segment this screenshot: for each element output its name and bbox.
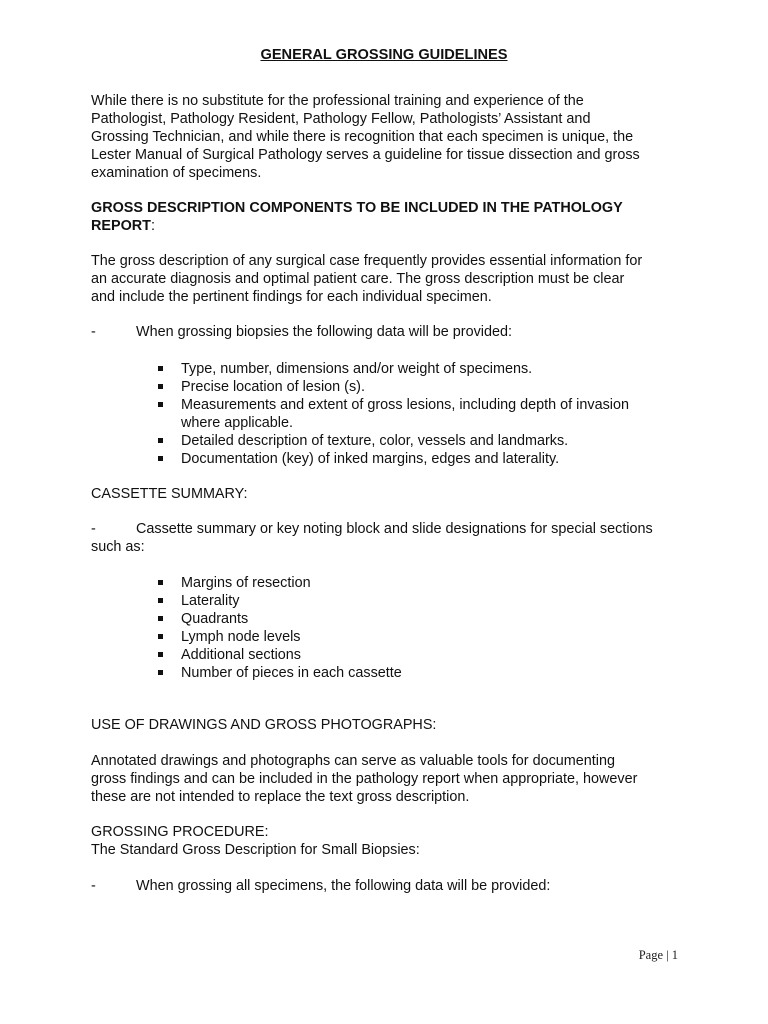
list-item [158, 610, 678, 628]
procedure-intro-text: When grossing all specimens, the following data will be provided: [136, 878, 551, 894]
section-heading: USE OF DRAWINGS AND GROSS PHOTOGRAPHS: [91, 717, 437, 733]
list-item-text: Precise location of lesion (s). [181, 379, 365, 395]
drawings-line: gross findings and can be included in the pathology report when appropriate, however [91, 771, 638, 787]
list-item [158, 432, 678, 450]
list-item-text: Lymph node levels [181, 629, 301, 645]
list-item-text: Laterality [181, 593, 240, 609]
list-item-text: Additional sections [181, 647, 301, 663]
cassette-bullet-list [158, 574, 678, 682]
list-item [158, 574, 678, 592]
dash-marker: - [91, 878, 96, 894]
components-heading-line: GROSS DESCRIPTION COMPONENTS TO BE INCLUDED IN THE PATHOLOGY [91, 200, 623, 216]
section-heading: GROSSING PROCEDURE: [91, 824, 269, 840]
list-item-text-continued: where applicable. [181, 415, 293, 431]
list-item-text: Documentation (key) of inked margins, edges and laterality. [181, 451, 560, 467]
list-item [158, 592, 678, 610]
list-item [158, 664, 678, 682]
components-heading-colon: : [150, 218, 155, 234]
intro-line: Pathologist, Pathology Resident, Pathology Fellow, Pathologists’ Assistant and [91, 111, 591, 127]
list-item-text: Measurements and extent of gross lesions, including depth of invasion [181, 397, 629, 413]
intro-paragraph [91, 92, 681, 182]
cassette-dash-item [91, 520, 691, 556]
square-bullet-icon [158, 402, 163, 407]
dash-marker: - [91, 324, 96, 340]
list-item [158, 450, 678, 468]
document-title: GENERAL GROSSING GUIDELINES [260, 47, 508, 63]
square-bullet-icon [158, 652, 163, 657]
list-item-text: Type, number, dimensions and/or weight of specimens. [181, 361, 533, 377]
page-number: Page | 1 [638, 948, 678, 962]
procedure-subheading: The Standard Gross Description for Small Biopsies: [91, 842, 420, 858]
list-item-text: Margins of resection [181, 575, 311, 591]
procedure-heading [91, 823, 681, 859]
components-line: and include the pertinent findings for each individual specimen. [91, 289, 492, 305]
drawings-line: Annotated drawings and photographs can serve as valuable tools for documenting [91, 753, 616, 769]
square-bullet-icon [158, 366, 163, 371]
square-bullet-icon [158, 580, 163, 585]
intro-line: Lester Manual of Surgical Pathology serves a guideline for tissue dissection and gross [91, 147, 640, 163]
biopsies-intro-text: When grossing biopsies the following data will be provided: [136, 324, 512, 340]
list-item [158, 360, 678, 378]
drawings-line: these are not intended to replace the text gross description. [91, 789, 470, 805]
cassette-heading [91, 485, 681, 503]
square-bullet-icon [158, 438, 163, 443]
list-item-text: Detailed description of texture, color, vessels and landmarks. [181, 433, 569, 449]
components-paragraph [91, 252, 681, 306]
square-bullet-icon [158, 634, 163, 639]
biopsies-bullet-list [158, 360, 678, 468]
square-bullet-icon [158, 384, 163, 389]
components-line: an accurate diagnosis and optimal patient care. The gross description must be clear [91, 271, 625, 287]
dash-marker: - [91, 521, 96, 537]
list-item [158, 646, 678, 664]
intro-line: examination of specimens. [91, 165, 262, 181]
components-heading-report: REPORT [91, 218, 151, 234]
drawings-paragraph [91, 752, 681, 806]
list-item-text: Quadrants [181, 611, 249, 627]
intro-line: While there is no substitute for the professional training and experience of the [91, 93, 584, 109]
cassette-intro-text-continued: such as: [91, 539, 145, 555]
drawings-heading [91, 716, 681, 734]
cassette-intro-text: Cassette summary or key noting block and slide designations for special sections [136, 521, 653, 537]
list-item [158, 396, 678, 432]
section-heading: CASSETTE SUMMARY: [91, 486, 248, 502]
list-item [158, 378, 678, 396]
square-bullet-icon [158, 598, 163, 603]
square-bullet-icon [158, 456, 163, 461]
square-bullet-icon [158, 616, 163, 621]
list-item [158, 628, 678, 646]
list-item-text: Number of pieces in each cassette [181, 665, 402, 681]
intro-line: Grossing Technician, and while there is recognition that each specimen is unique, the [91, 129, 634, 145]
square-bullet-icon [158, 670, 163, 675]
components-heading [91, 199, 681, 235]
components-line: The gross description of any surgical case frequently provides essential information for [91, 253, 643, 269]
